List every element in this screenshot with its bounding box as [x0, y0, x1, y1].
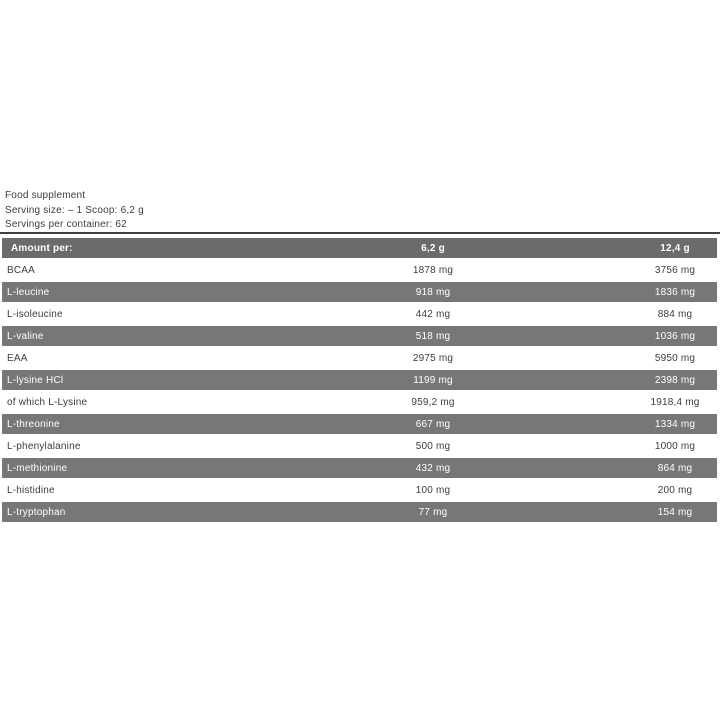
value-6g: 77 mg: [418, 506, 448, 518]
value-6g: 518 mg: [415, 330, 451, 342]
row-label: L-isoleucine: [7, 308, 63, 320]
table-row-threonine: [2, 414, 717, 434]
info-food-supplement: Food supplement: [5, 190, 86, 201]
row-label: L-phenylalanine: [7, 440, 81, 452]
value-6g: 1878 mg: [412, 264, 454, 276]
value-6g: 442 mg: [415, 308, 451, 320]
value-12g: 864 mg: [657, 462, 693, 474]
amount-per-label: Amount per:: [11, 242, 73, 254]
value-6g: 959,2 mg: [411, 396, 455, 408]
row-label: L-histidine: [7, 484, 55, 496]
table-row-tryptophan: [2, 502, 717, 522]
info-servings-per-container: Servings per container: 62: [5, 219, 127, 231]
row-label: L-lysine HCl: [7, 374, 64, 386]
value-12g: 200 mg: [657, 484, 693, 496]
row-label: EAA: [7, 352, 28, 364]
value-12g: 884 mg: [657, 308, 693, 320]
table-row-histidine: [2, 480, 717, 500]
row-label: L-threonine: [7, 418, 60, 430]
table-top-divider: [0, 232, 720, 234]
value-6g: 667 mg: [415, 418, 451, 430]
table-header-row: [2, 238, 717, 258]
value-12g: 1836 mg: [654, 286, 696, 298]
row-label: of which L-Lysine: [7, 396, 88, 408]
table-row-bcaa: [2, 260, 717, 280]
row-label: L-valine: [7, 330, 44, 342]
value-6g: 1199 mg: [413, 374, 453, 386]
info-serving-size: Serving size: – 1 Scoop: 6,2 g: [5, 204, 144, 216]
value-12g: 2398 mg: [654, 374, 696, 386]
table-row-methionine: [2, 458, 717, 478]
table-row-of-which-lysine: [2, 392, 717, 412]
col-header-6g: 6,2 g: [421, 242, 445, 254]
value-12g: 154 mg: [657, 506, 693, 518]
value-6g: 500 mg: [415, 440, 451, 452]
table-row-isoleucine: [2, 304, 717, 324]
row-label: BCAA: [7, 264, 36, 276]
row-label: L-methionine: [7, 462, 68, 474]
table-row-phenylalanine: [2, 436, 717, 456]
table-row-valine: [2, 326, 717, 346]
value-6g: 918 mg: [415, 286, 451, 298]
col-header-12g: 12,4 g: [660, 242, 690, 254]
value-12g: 5950 mg: [654, 352, 696, 364]
value-12g: 1036 mg: [654, 330, 696, 342]
table-row-leucine: [2, 282, 717, 302]
value-12g: 1918,4 mg: [650, 396, 700, 408]
row-label: L-tryptophan: [7, 506, 66, 518]
table-row-eaa: [2, 348, 717, 368]
value-12g: 1000 mg: [654, 440, 696, 452]
value-12g: 1334 mg: [654, 418, 696, 430]
supplement-facts-table: [2, 238, 717, 522]
row-label: L-leucine: [7, 286, 50, 298]
value-6g: 2975 mg: [412, 352, 454, 364]
value-12g: 3756 mg: [654, 264, 696, 276]
product-info: [5, 189, 144, 233]
value-6g: 100 mg: [415, 484, 451, 496]
table-row-lysine-hcl: [2, 370, 717, 390]
value-6g: 432 mg: [415, 462, 451, 474]
